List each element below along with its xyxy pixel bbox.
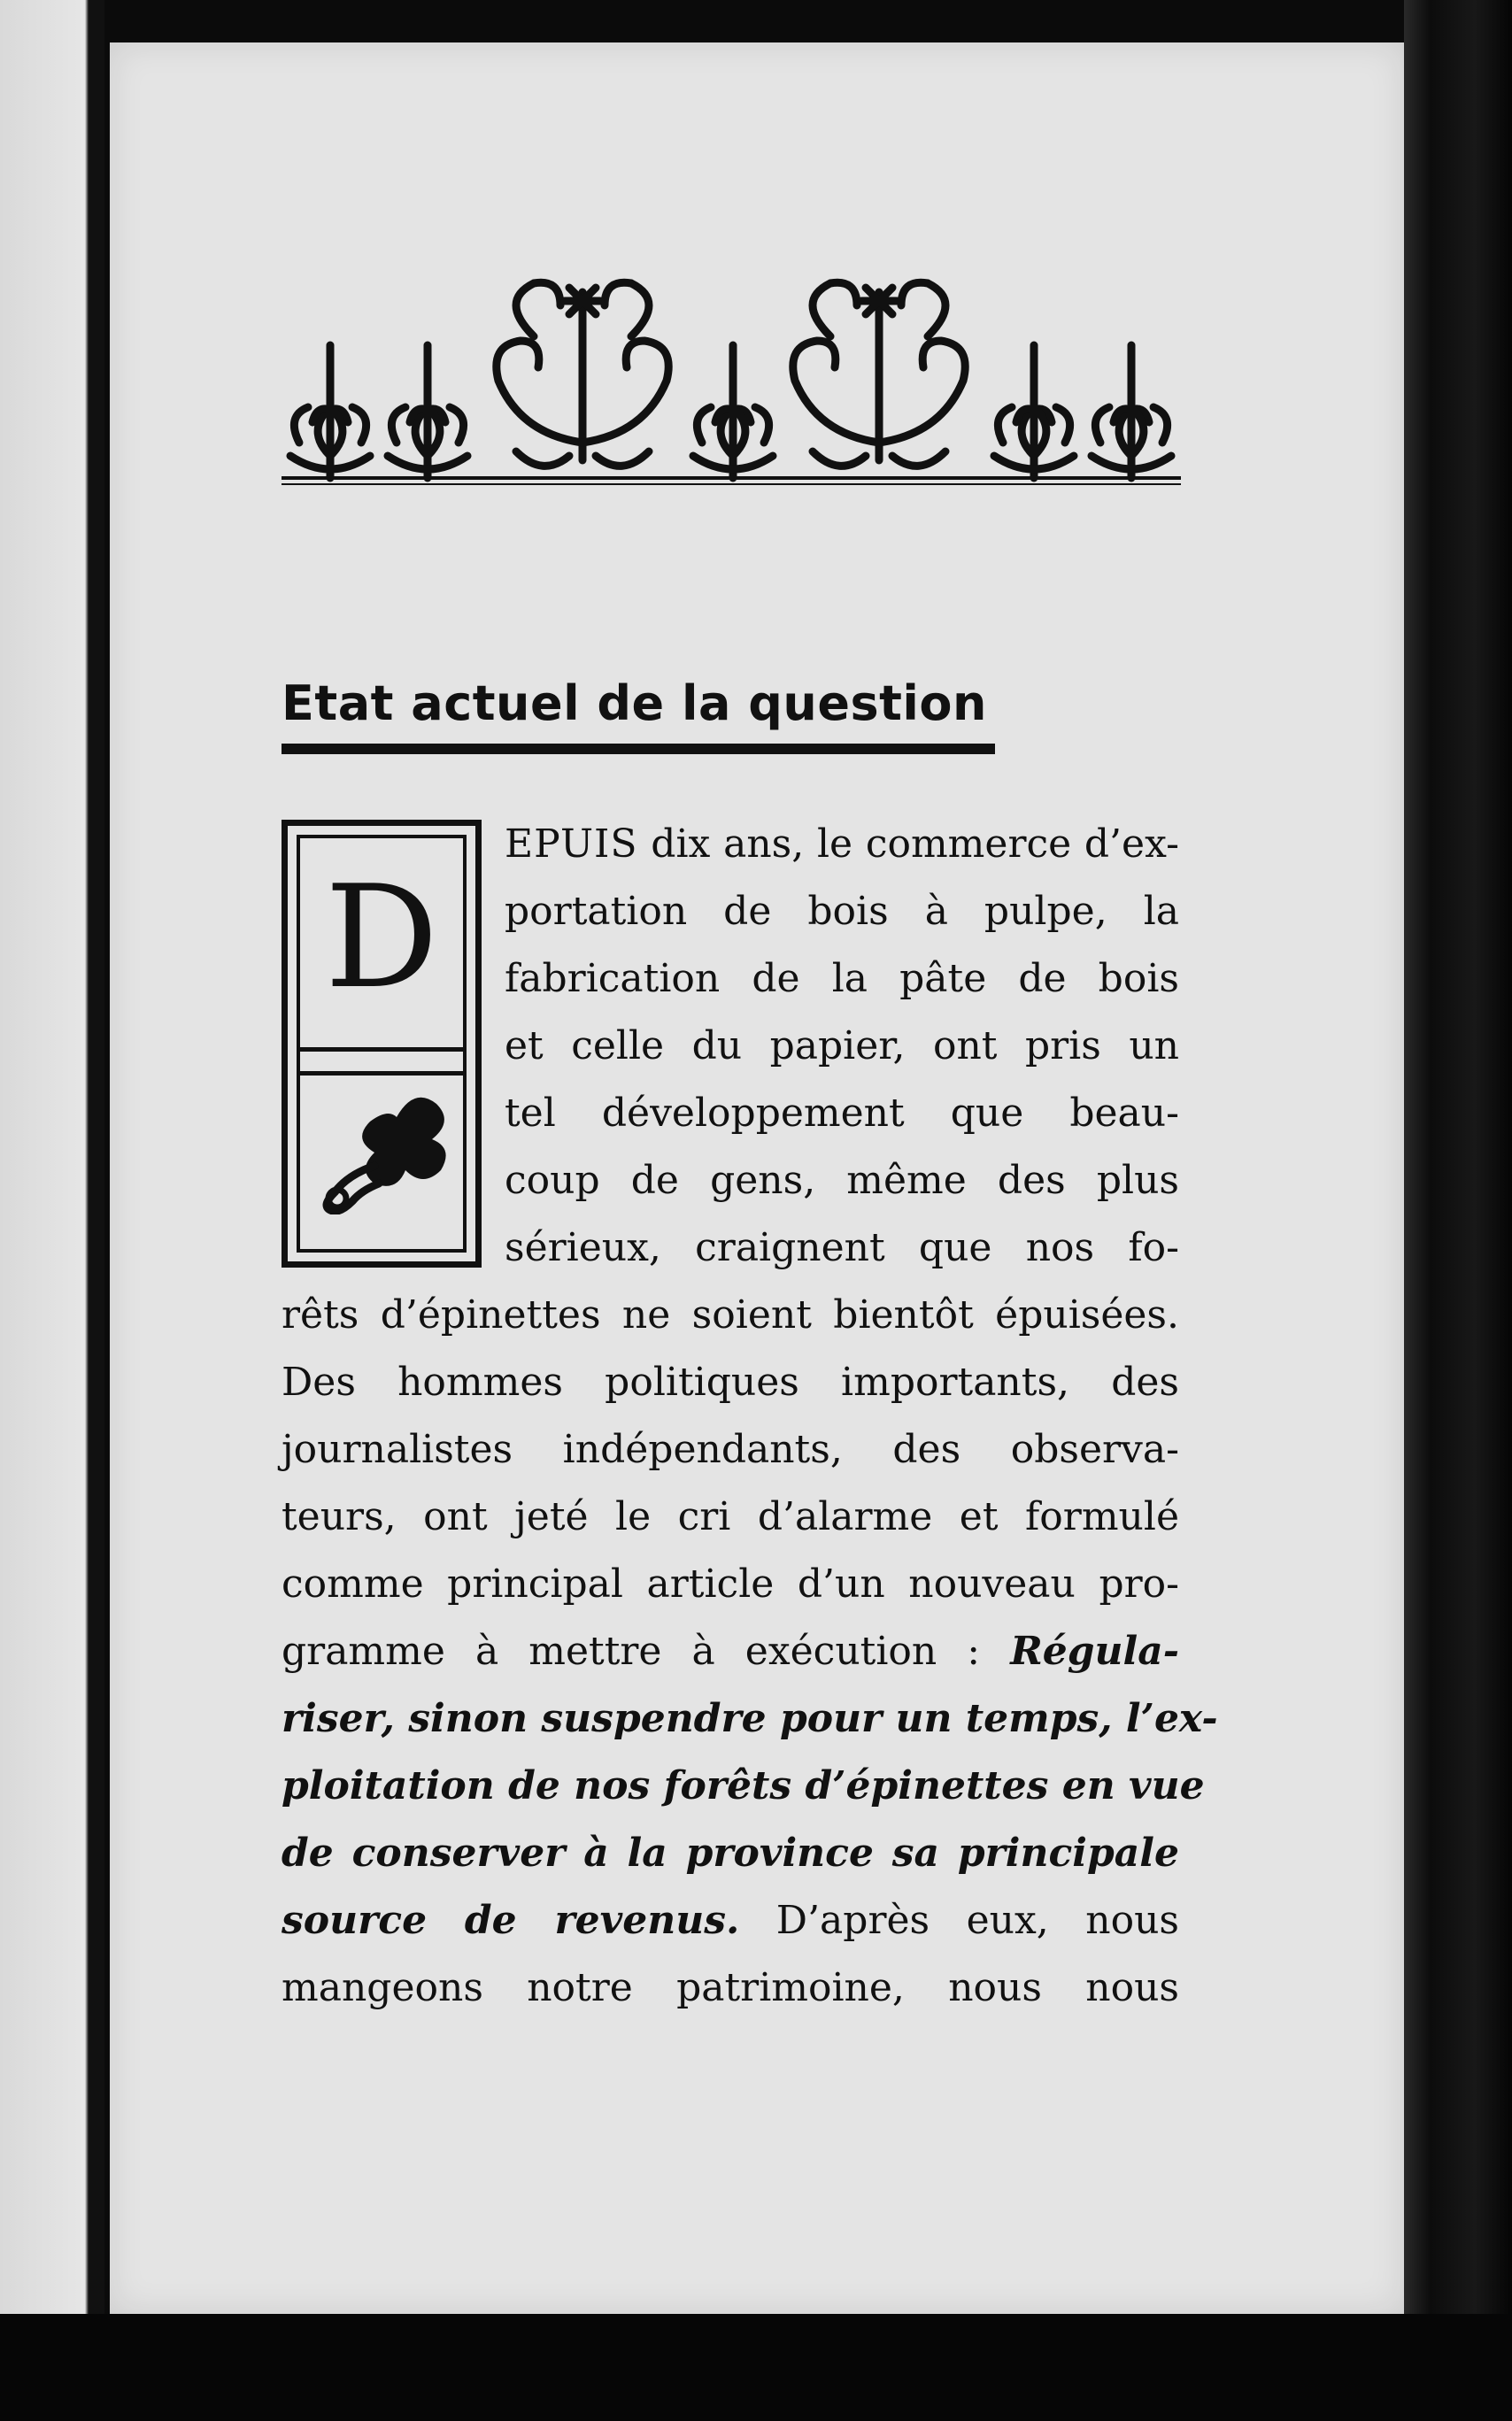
section-heading: Etat actuel de la question <box>282 675 987 731</box>
text-line-9: Des hommes politiques importants, des <box>282 1360 1179 1405</box>
text-line-12: comme principal article d’un nouveau pro- <box>282 1561 1179 1607</box>
text-line-6: coup de gens, même des plus <box>505 1158 1179 1203</box>
text-line-3: fabrication de la pâte de bois <box>505 956 1179 1001</box>
text-line-17 <box>282 1887 1179 1955</box>
text-line-17-roman: D’après eux, nous <box>739 1898 1180 1943</box>
scan-right-edge <box>1404 0 1512 2421</box>
text-line-5: tel développement que beau- <box>505 1091 1179 1136</box>
drop-cap-box <box>282 820 482 1268</box>
text-line-13-roman: gramme à mettre à exécution : <box>282 1629 1011 1674</box>
text-line-10: journalistes indépendants, des observa- <box>282 1427 1179 1472</box>
drop-cap-inner-frame <box>297 835 467 1253</box>
text-line-7: sérieux, craignent que nos fo- <box>505 1225 1179 1270</box>
text-line-1 <box>505 811 1179 878</box>
text-line-13 <box>282 1618 1179 1685</box>
text-line-13-italic: Régula- <box>1010 1629 1179 1674</box>
text-line-16: de conserver à la province sa principale <box>282 1831 1179 1876</box>
drop-cap-letter: D <box>324 854 439 1020</box>
text-line-14: riser, sinon suspendre pour un temps, l’ex- <box>282 1696 1218 1741</box>
text-line-4: et celle du papier, ont pris un <box>505 1023 1179 1068</box>
leaf-ornament-icon <box>312 1082 463 1214</box>
text-line-1-text: dix ans, le commerce d’ex- <box>637 821 1179 867</box>
first-word-rest: EPUIS <box>505 821 638 867</box>
heading-underline-rule <box>282 744 995 754</box>
text-line-8: rêts d’épinettes ne soient bientôt épuisées. <box>282 1292 1179 1338</box>
text-line-2: portation de bois à pulpe, la <box>505 889 1179 934</box>
scan-left-margin <box>0 0 104 2421</box>
drop-cap-divider <box>300 1047 463 1076</box>
text-line-18: mangeons notre patrimoine, nous nous <box>282 1965 1179 2010</box>
text-line-15: ploitation de nos forêts d’épinettes en vue <box>282 1763 1205 1808</box>
text-line-11: teurs, ont jeté le cri d’alarme et formulé <box>282 1494 1179 1539</box>
scan-bottom-edge <box>0 2314 1512 2421</box>
text-line-17-italic: source de revenus. <box>282 1898 740 1943</box>
floral-headpiece-ornament <box>282 266 1181 487</box>
